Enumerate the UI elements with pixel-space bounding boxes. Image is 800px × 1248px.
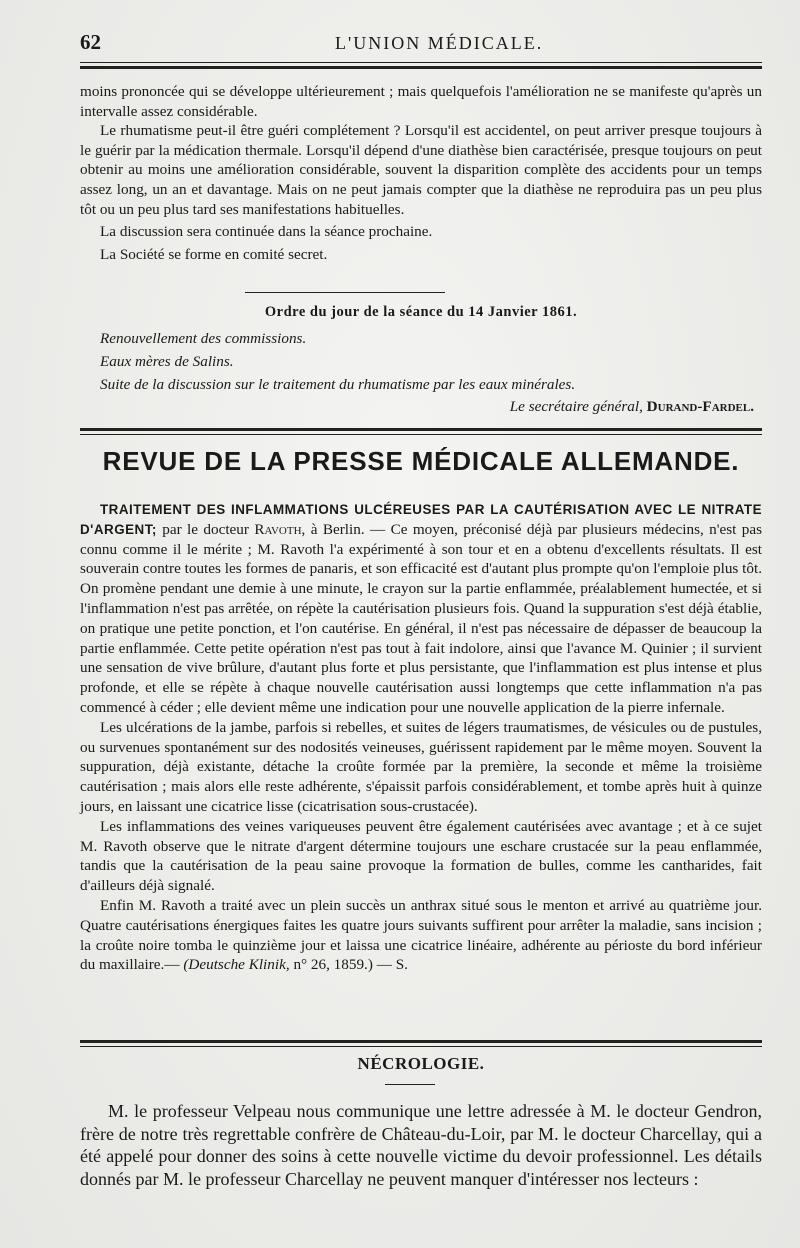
page-number: 62 bbox=[80, 30, 101, 54]
signature bbox=[80, 396, 762, 418]
agenda-item: Eaux mères de Salins. bbox=[100, 353, 234, 370]
section-rule-thin bbox=[80, 434, 762, 435]
running-title: L'UNION MÉDICALE. bbox=[335, 33, 544, 53]
order-title: Ordre du jour de la séance du 14 Janvier 1861. bbox=[264, 304, 578, 320]
order-of-the-day bbox=[80, 304, 762, 418]
necrology-paragraph: M. le professeur Velpeau nous communique une lettre adressée à M. le docteur Gendron, frère de notre très regrettable confrère de Château-du-Loir, par M. le docteur Charcellay, qui a été appelé pour donner des soins à cette nouvelle victime du devoir professionnel. Les détails donnés par M. le professeur Charcellay ne peuvent manquer d'intéresser nos lecteurs : bbox=[80, 1101, 762, 1189]
signature-role: Le secrétaire général, bbox=[509, 398, 643, 415]
source-citation: (Deutsche Klinik, bbox=[183, 956, 290, 974]
signature-name: Durand-Fardel. bbox=[646, 398, 754, 415]
paragraph: La Société se forme en comité secret. bbox=[100, 245, 328, 263]
article-text: , à Berlin. — Ce moyen, préconisé déjà par plusieurs médecins, n'est pas connu comme il le mérite ; M. Ravoth l'a expérimenté à son tour et en a obtenu d'excellents résultats. Il est souverain contre toutes les formes de panaris, et son efficacité est d'autant plus prompte qu'on l'emploie plus tôt. On promène pendant une demie à une minute, le crayon sur la partie enflammée, préalablement humectée, et si l'inflammation n'est pas arrêtée, on répète la cautérisation plusieurs fois. Quand la suppuration s'est déjà établie, on pratique une petite ponction, et l'on cautérise. En général, il n'est pas nécessaire de dépasser de beaucoup la partie enflammée. Cette petite opération n'est pas tout à fait indolore, ainsi que l'avance M. Quinier ; il survient une sensation de vive brûlure, d'autant plus forte et plus persistante, que l'inflammation est plus intense et plus profonde, et elle se répète à chaque nouvelle cautérisation aussi longtemps que cette inflammation n'a pas commencé à céder ; elle devient même une indication pour une nouvelle application de la pierre infernale. bbox=[80, 520, 762, 716]
section-rule bbox=[80, 428, 762, 431]
necrology-section bbox=[80, 1100, 762, 1190]
paragraph: moins prononcée qui se développe ultérieurement ; mais quelquefois l'amélioration ne se manifeste qu'après un intervalle assez considérable. bbox=[80, 83, 762, 120]
section-rule bbox=[80, 1040, 762, 1043]
section-title: REVUE DE LA PRESSE MÉDICALE ALLEMANDE. bbox=[102, 446, 740, 476]
article-text: Enfin M. Ravoth a traité avec un plein succès un anthrax situé sous le menton et arrivé au quatrième jour. Quatre cautérisations énergiques faites les quatre jours suivants suffirent pour arrêter la maladie, sans incision ; la croûte noire tomba le quinzième jour et laissa une cicatrice linéaire, adhérente au périoste du bord inférieur du maxillaire.— bbox=[80, 896, 762, 974]
header-rule bbox=[80, 62, 762, 63]
agenda-item: Suite de la discussion sur le traitement du rhumatisme par les eaux minérales. bbox=[100, 376, 576, 393]
section-rule-thin bbox=[80, 1046, 762, 1047]
page-header bbox=[80, 30, 760, 60]
session-report-end bbox=[80, 82, 762, 264]
article-paragraph bbox=[80, 896, 762, 975]
revue-article bbox=[80, 500, 762, 975]
necrology-title: NÉCROLOGIE. bbox=[357, 1054, 485, 1073]
separator-rule bbox=[385, 1084, 435, 1085]
citation-end: n° 26, 1859.) — S. bbox=[289, 956, 408, 974]
paragraph: La discussion sera continuée dans la séance prochaine. bbox=[100, 223, 433, 241]
header-rule-thick bbox=[80, 66, 762, 69]
article-paragraph: Les ulcérations de la jambe, parfois si rebelles, et suites de légers traumatismes, de vésicules ou de pustules, ou survenues spontanément sur des nodosités veineuses, guérissent rapidement par le même moyen. Souvent la suppuration, déjà existante, détache la croûte formée par la première, la seconde et même la troisième cautérisation ; mais alors elle reste adhérente, s'épaissit parfois considérablement, et tombe après huit à quinze jours, en laissant une cicatrice lisse (cicatrisation sous-crustacée). bbox=[80, 718, 762, 815]
article-lead: TRAITEMENT DES INFLAMMATIONS ULCÉREUSES PAR LA CAUTÉRISATION AVEC LE NITRATE D'ARGENT; bbox=[80, 502, 762, 537]
article-by: par le docteur bbox=[156, 520, 255, 538]
agenda-item: Renouvellement des commissions. bbox=[100, 330, 307, 347]
author-name: Ravoth bbox=[254, 520, 302, 538]
article-paragraph: Les inflammations des veines variqueuses peuvent être également cautérisées avec avantage ; et à ce sujet M. Ravoth observe que le nitrate d'argent détermine toujours une eschare crustacée sur la peau enflammée, tandis que la cautérisation de la peau saine provoque la formation de bulles, comme les cantharides, fait d'ailleurs déjà signalé. bbox=[80, 817, 762, 895]
article-paragraph bbox=[80, 500, 762, 718]
paragraph: Le rhumatisme peut-il être guéri complétement ? Lorsqu'il est accidentel, on peut arriver presque toujours à le guérir par la médication thermale. Lorsqu'il dépend d'une diathèse bien caractérisée, presque toujours on peut obtenir au moins une amélioration considérable, souvent la disparition complète des accidents pour un temps assez long, un an et davantage. Mais on ne peut jamais compter que la diathèse ne reproduira pas un peu plus tôt ou un peu plus tard ses manifestations habituelles. bbox=[80, 122, 762, 218]
separator-rule bbox=[245, 292, 445, 293]
